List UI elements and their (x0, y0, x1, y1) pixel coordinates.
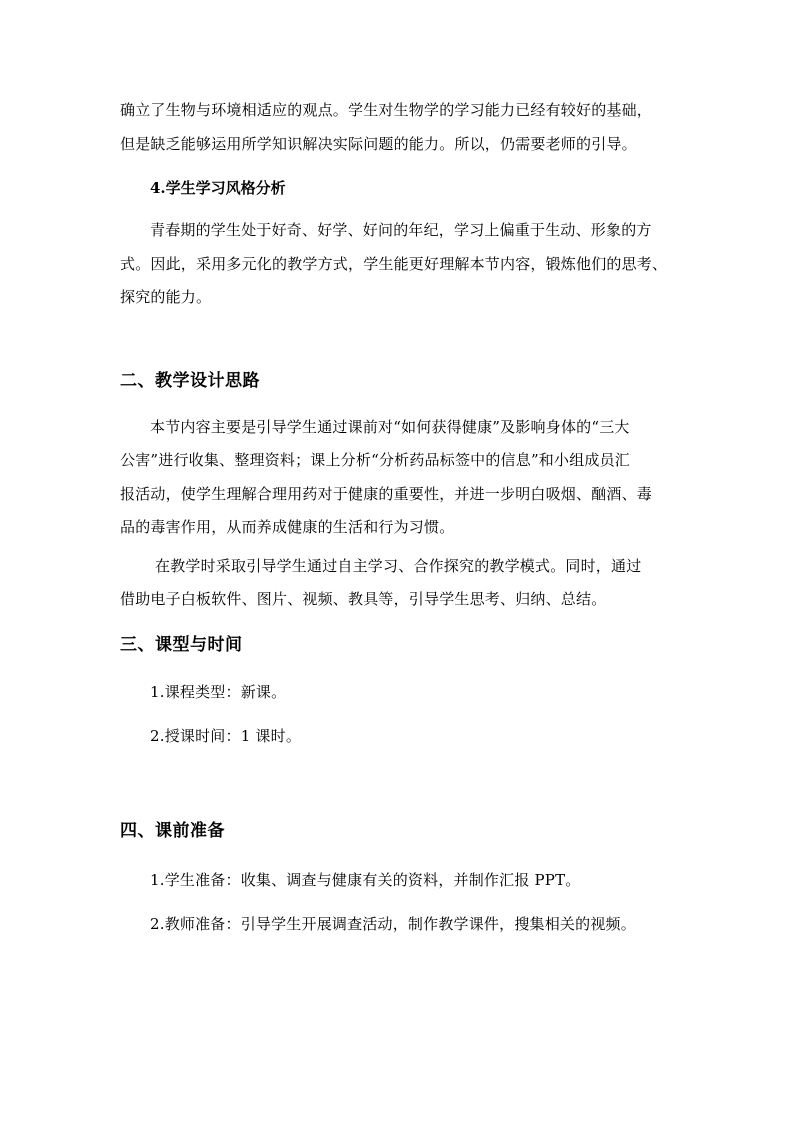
section-2-para2-line-1: 在教学时采取引导学生通过自主学习、合作探究的教学模式。同时，通过 (155, 557, 642, 575)
section-3-item-2: 2.授课时间：1 课时。 (150, 727, 302, 745)
section-2-para1-line-3: 报活动，使学生理解合理用药对于健康的重要性，并进一步明白吸烟、酗酒、毒 (120, 485, 653, 503)
section-4-item-2: 2.教师准备：引导学生开展调查活动，制作教学课件，搜集相关的视频。 (150, 915, 636, 933)
style-analysis-line-3: 探究的能力。 (120, 288, 212, 306)
section-3-item-1: 1.课程类型：新课。 (150, 683, 287, 701)
section-2-para1-line-4: 品的毒害作用，从而养成健康的生活和行为习惯。 (120, 518, 455, 536)
style-analysis-line-2: 式。因此，采用多元化的教学方式，学生能更好理解本节内容，锻炼他们的思考、 (120, 255, 668, 273)
section-2-para2-line-2: 借助电子白板软件、图片、视频、教具等，引导学生思考、归纳、总结。 (120, 590, 607, 608)
section-4-heading: 四、课前准备 (120, 821, 225, 841)
intro-line-2: 但是缺乏能够运用所学知识解决实际问题的能力。所以，仍需要老师的引导。 (120, 135, 637, 153)
section-2-heading: 二、教学设计思路 (120, 371, 260, 391)
style-analysis-heading: 4.学生学习风格分析 (150, 179, 286, 197)
section-3-heading: 三、课型与时间 (120, 635, 243, 655)
intro-line-1: 确立了生物与环境相适应的观点。学生对生物学的学习能力已经有较好的基础， (120, 101, 653, 119)
style-analysis-line-1: 青春期的学生处于好奇、好学、好问的年纪，学习上偏重于生动、形象的方 (150, 221, 652, 239)
section-2-para1-line-1: 本节内容主要是引导学生通过课前对“如何获得健康”及影响身体的“三大 (150, 418, 630, 436)
section-2-para1-line-2: 公害”进行收集、整理资料；课上分析“分析药品标签中的信息”和小组成员汇 (120, 451, 631, 469)
section-4-item-1: 1.学生准备：收集、调查与健康有关的资料，并制作汇报 PPT。 (150, 871, 581, 889)
